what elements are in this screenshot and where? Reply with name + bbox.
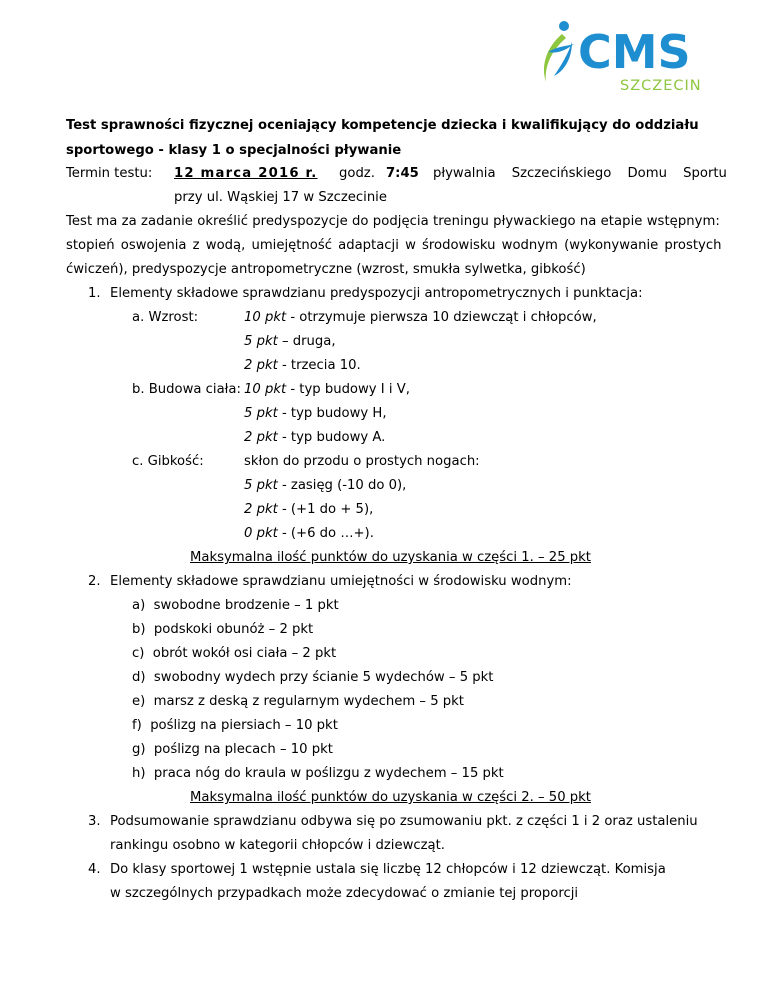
section1-title: Elementy składowe sprawdzianu predyspozycji antropometrycznych i punktacja: xyxy=(110,286,643,301)
section2-title: Elementy składowe sprawdzianu umiejętności w środowisku wodnym: xyxy=(110,574,572,589)
section2-number: 2. xyxy=(88,574,101,589)
list-item: c) obrót wokół osi ciała – 2 pkt xyxy=(132,646,337,661)
termin-date: 12 marca 2016 r. xyxy=(174,166,318,181)
title-line-1: Test sprawności fizycznej oceniający kompetencje dziecka i kwalifikujący do oddziału xyxy=(66,118,699,133)
section4-line-2: w szczególnych przypadkach może zdecydować o zmianie tej proporcji xyxy=(110,886,579,901)
intro-line-2: stopień oswojenia z wodą, umiejętność adaptacji w środowisku wodnym (wykonywanie prostych xyxy=(66,238,722,253)
section1-c-line: 2 pkt - (+1 do + 5), xyxy=(244,502,374,517)
list-item: a) swobodne brodzenie – 1 pkt xyxy=(132,598,339,613)
section3-line-1: Podsumowanie sprawdzianu odbywa się po zsumowaniu pkt. z części 1 i 2 oraz ustaleniu xyxy=(110,814,698,829)
termin-godz-label: godz. xyxy=(339,166,375,181)
termin-label: Termin testu: xyxy=(66,166,153,181)
section1-a-line: 5 pkt – druga, xyxy=(244,334,336,349)
section3-number: 3. xyxy=(88,814,101,829)
section1-c-label: c. Gibkość: xyxy=(132,454,204,469)
termin-place-1: pływalnia Szczecińskiego Domu Sportu xyxy=(433,166,727,181)
list-item: f) poślizg na piersiach – 10 pkt xyxy=(132,718,338,733)
list-item: g) poślizg na plecach – 10 pkt xyxy=(132,742,333,757)
cms-szczecin-logo xyxy=(518,16,714,96)
list-item: d) swobodny wydech przy ścianie 5 wydechów – 5 pkt xyxy=(132,670,494,685)
section1-b-line: 10 pkt - typ budowy I i V, xyxy=(244,382,410,397)
termin-place-2: przy ul. Wąskiej 17 w Szczecinie xyxy=(174,190,387,205)
swimmer-icon xyxy=(518,16,714,96)
section1-a-line: 2 pkt - trzecia 10. xyxy=(244,358,361,373)
intro-line-3: ćwiczeń), predyspozycje antropometryczne (wzrost, smukła sylwetka, gibkość) xyxy=(66,262,586,277)
intro-line-1: Test ma za zadanie określić predyspozycje do podjęcia treningu pływackiego na etapie wstępnym: xyxy=(66,214,720,229)
section4-line-1: Do klasy sportowej 1 wstępnie ustala się liczbę 12 chłopców i 12 dziewcząt. Komisja xyxy=(110,862,666,877)
list-item: h) praca nóg do kraula w poślizgu z wydechem – 15 pkt xyxy=(132,766,504,781)
section1-c-desc: skłon do przodu o prostych nogach: xyxy=(244,454,480,469)
section1-a-line: 10 pkt - otrzymuje pierwsza 10 dziewcząt i chłopców, xyxy=(244,310,597,325)
section1-b-label: b. Budowa ciała: xyxy=(132,382,241,397)
section3-line-2: rankingu osobno w kategorii chłopców i dziewcząt. xyxy=(110,838,445,853)
section1-b-line: 5 pkt - typ budowy H, xyxy=(244,406,387,421)
logo-text: CMS xyxy=(578,25,691,79)
list-item: b) podskoki obunóż – 2 pkt xyxy=(132,622,314,637)
list-item: e) marsz z deską z regularnym wydechem – 5 pkt xyxy=(132,694,464,709)
section1-number: 1. xyxy=(88,286,101,301)
title-line-2: sportowego - klasy 1 o specjalności pływanie xyxy=(66,143,402,158)
section1-b-line: 2 pkt - typ budowy A. xyxy=(244,430,386,445)
logo-subtext: SZCZECIN xyxy=(620,78,702,94)
section2-max-points: Maksymalna ilość punktów do uzyskania w części 2. – 50 pkt xyxy=(190,790,591,805)
termin-time: 7:45 xyxy=(386,166,419,181)
section1-c-line: 0 pkt - (+6 do …+). xyxy=(244,526,374,541)
section1-max-points: Maksymalna ilość punktów do uzyskania w części 1. – 25 pkt xyxy=(190,550,591,565)
section4-number: 4. xyxy=(88,862,101,877)
section1-a-label: a. Wzrost: xyxy=(132,310,199,325)
section1-c-line: 5 pkt - zasięg (-10 do 0), xyxy=(244,478,407,493)
